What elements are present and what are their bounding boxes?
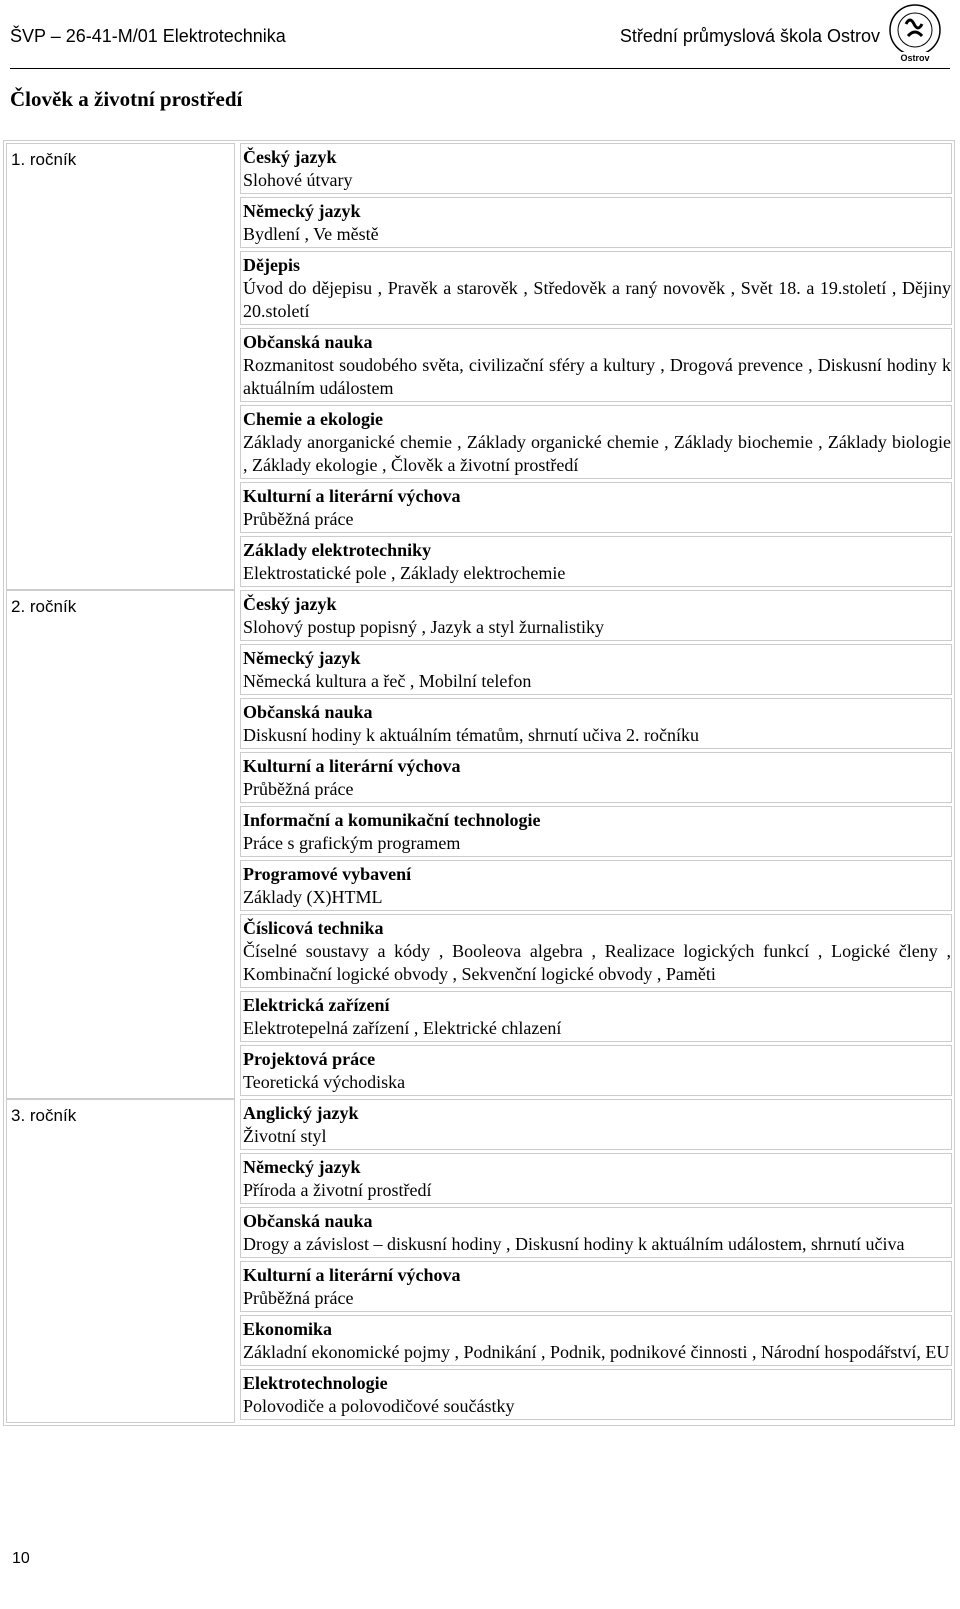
page-number: 10	[12, 1550, 30, 1567]
subject-name: Programové vybavení	[243, 864, 412, 884]
school-logo-icon	[884, 2, 946, 64]
subject-topics: Práce s grafickým programem	[243, 833, 461, 853]
curriculum-table	[3, 140, 955, 1426]
subject-name: Občanská nauka	[243, 332, 373, 352]
year-label: 2. ročník	[6, 590, 235, 1099]
subject-topics: Základy (X)HTML	[243, 887, 383, 907]
subject-cell	[240, 1099, 952, 1150]
subject-topics: Průběžná práce	[243, 1288, 354, 1308]
subject-cell	[240, 914, 952, 988]
header-school: Střední průmyslová škola Ostrov	[619, 26, 880, 46]
subject-topics: Elektrotepelná zařízení , Elektrické chlazení	[243, 1018, 562, 1038]
subject-topics: Slohový postup popisný , Jazyk a styl žurnalistiky	[243, 617, 604, 637]
subject-name: Ekonomika	[243, 1319, 333, 1339]
subject-topics: Polovodiče a polovodičové součástky	[243, 1396, 515, 1416]
subject-cell	[240, 405, 952, 479]
year-row	[6, 590, 952, 1099]
subject-cell	[240, 536, 952, 587]
subject-cell	[240, 197, 952, 248]
subject-name: Elektrická zařízení	[243, 995, 390, 1015]
subject-cell	[240, 143, 952, 194]
subject-name: Chemie a ekologie	[243, 409, 383, 429]
subject-name: Číslicová technika	[243, 918, 384, 938]
subject-topics: Bydlení , Ve městě	[243, 224, 379, 244]
subject-list	[240, 590, 952, 1099]
subject-cell	[240, 860, 952, 911]
subject-topics: Životní styl	[243, 1126, 327, 1146]
subject-name: Občanská nauka	[243, 702, 373, 722]
year-label: 3. ročník	[6, 1099, 235, 1423]
subject-cell	[240, 1153, 952, 1204]
subject-name: Anglický jazyk	[243, 1103, 359, 1123]
subject-name: Německý jazyk	[243, 648, 361, 668]
subject-cell	[240, 1207, 952, 1258]
logo-text: Ostrov	[900, 53, 930, 63]
subject-topics: Drogy a závislost – diskusní hodiny , Diskusní hodiny k aktuálním událostem, shrnutí učiva	[243, 1234, 905, 1254]
subject-topics: Číselné soustavy a kódy , Booleova algebra , Realizace logických funkcí , Logické členy , Kombinační logické obvody , Sekvenční logické obvody , Paměti	[243, 941, 951, 984]
subject-list	[240, 1099, 952, 1423]
subject-name: Projektová práce	[243, 1049, 376, 1069]
subject-cell	[240, 752, 952, 803]
subject-name: Český jazyk	[243, 147, 337, 167]
subject-cell	[240, 328, 952, 402]
subject-topics: Průběžná práce	[243, 779, 354, 799]
subject-name: Německý jazyk	[243, 201, 361, 221]
subject-cell	[240, 482, 952, 533]
subject-cell	[240, 991, 952, 1042]
subject-topics: Úvod do dějepisu , Pravěk a starověk , Středověk a raný novověk , Svět 18. a 19.století , Dějiny 20.století	[243, 278, 951, 321]
subject-topics: Průběžná práce	[243, 509, 354, 529]
header-program: ŠVP – 26-41-M/01 Elektrotechnika	[10, 26, 286, 46]
subject-cell	[240, 1261, 952, 1312]
subject-topics: Teoretická východiska	[243, 1072, 406, 1092]
subject-cell	[240, 1369, 952, 1420]
subject-topics: Slohové útvary	[243, 170, 353, 190]
subject-name: Kulturní a literární výchova	[243, 1265, 461, 1285]
subject-topics: Příroda a životní prostředí	[243, 1180, 432, 1200]
year-label: 1. ročník	[6, 143, 235, 590]
subject-topics: Základy anorganické chemie , Základy organické chemie , Základy biochemie , Základy biologie , Základy ekologie , Člověk a životní prostředí	[243, 432, 951, 475]
year-row	[6, 143, 952, 590]
subject-cell	[240, 1045, 952, 1096]
subject-cell	[240, 644, 952, 695]
year-row	[6, 1099, 952, 1423]
subject-topics: Základní ekonomické pojmy , Podnikání , Podnik, podnikové činnosti , Národní hospodářství, EU	[243, 1342, 950, 1362]
subject-topics: Elektrostatické pole , Základy elektrochemie	[243, 563, 566, 583]
subject-topics: Německá kultura a řeč , Mobilní telefon	[243, 671, 532, 691]
subject-name: Občanská nauka	[243, 1211, 373, 1231]
subject-list	[240, 143, 952, 590]
subject-topics: Rozmanitost soudobého světa, civilizační sféry a kultury , Drogová prevence , Diskusní hodiny k aktuálním událostem	[243, 355, 951, 398]
page-header	[10, 0, 950, 69]
subject-name: Kulturní a literární výchova	[243, 486, 461, 506]
subject-name: Český jazyk	[243, 594, 337, 614]
subject-name: Základy elektrotechniky	[243, 540, 432, 560]
subject-cell	[240, 806, 952, 857]
subject-cell	[240, 698, 952, 749]
subject-cell	[240, 590, 952, 641]
subject-name: Německý jazyk	[243, 1157, 361, 1177]
page-title: Člověk a životní prostředí	[10, 87, 243, 111]
subject-name: Kulturní a literární výchova	[243, 756, 461, 776]
subject-name: Dějepis	[243, 255, 300, 275]
subject-cell	[240, 251, 952, 325]
subject-name: Informační a komunikační technologie	[243, 810, 541, 830]
subject-cell	[240, 1315, 952, 1366]
subject-name: Elektrotechnologie	[243, 1373, 388, 1393]
subject-topics: Diskusní hodiny k aktuálním tématům, shrnutí učiva 2. ročníku	[243, 725, 699, 745]
